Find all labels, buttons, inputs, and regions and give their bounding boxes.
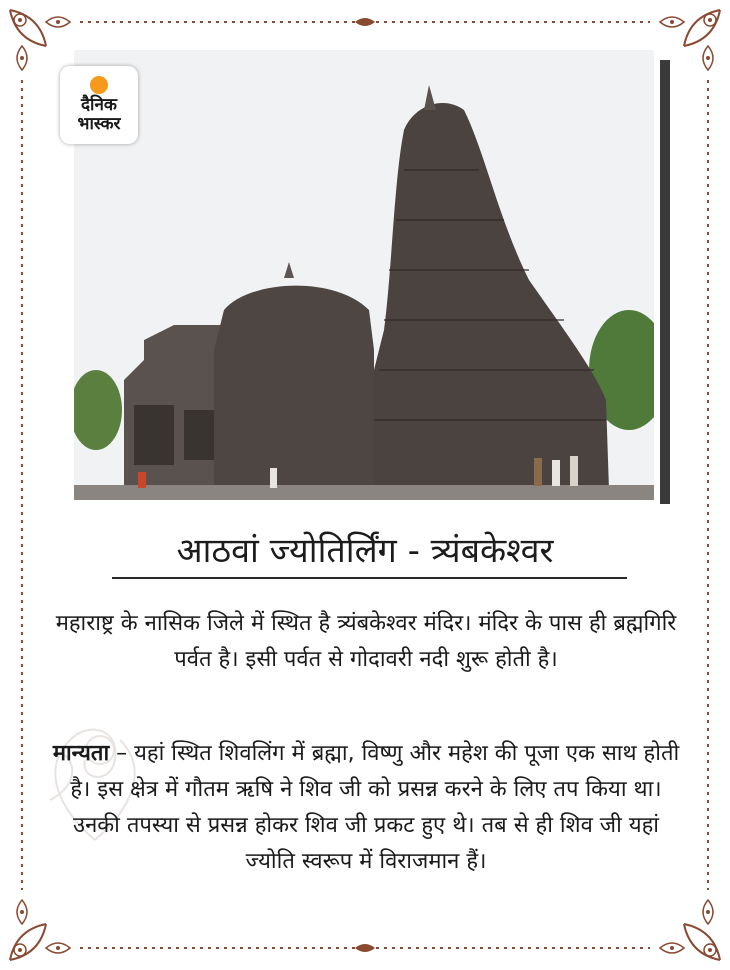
temple-photo: [74, 50, 654, 500]
photo-shadow: [660, 60, 670, 504]
page-title: आठवां ज्योतिर्लिंग - त्र्यंबकेश्वर: [176, 531, 554, 571]
logo-text-line1: दैनिक: [81, 95, 117, 115]
logo-text-line2: भास्कर: [77, 114, 121, 134]
paragraph-location: महाराष्ट्र के नासिक जिले में स्थित है त्र्यंबकेश्वर मंदिर। मंदिर के पास ही ब्रह्मगिरि पर्वत है। इसी पर्वत से गोदावरी नदी शुरू होती है।: [55, 611, 677, 672]
temple-photo-frame: [74, 50, 662, 500]
paragraph-belief: [52, 736, 680, 880]
dainik-bhaskar-logo: [60, 66, 138, 144]
title-underline: [112, 577, 627, 579]
belief-text: – यहां स्थित शिवलिंग में ब्रह्मा, विष्णु और महेश की पूजा एक साथ होती है। इस क्षेत्र में गौतम ऋषि ने शिव जी को प्रसन्न करने के लिए तप किया था। उनकी तपस्या से प्रसन्न होकर शिव जी प्रकट हुए थे। तब से ही शिव जी यहां ज्योति स्वरूप में विराजमान हैं।: [70, 741, 680, 874]
belief-label: मान्यता: [52, 741, 110, 766]
temple-illustration: [74, 50, 654, 500]
sun-icon: [90, 76, 108, 94]
